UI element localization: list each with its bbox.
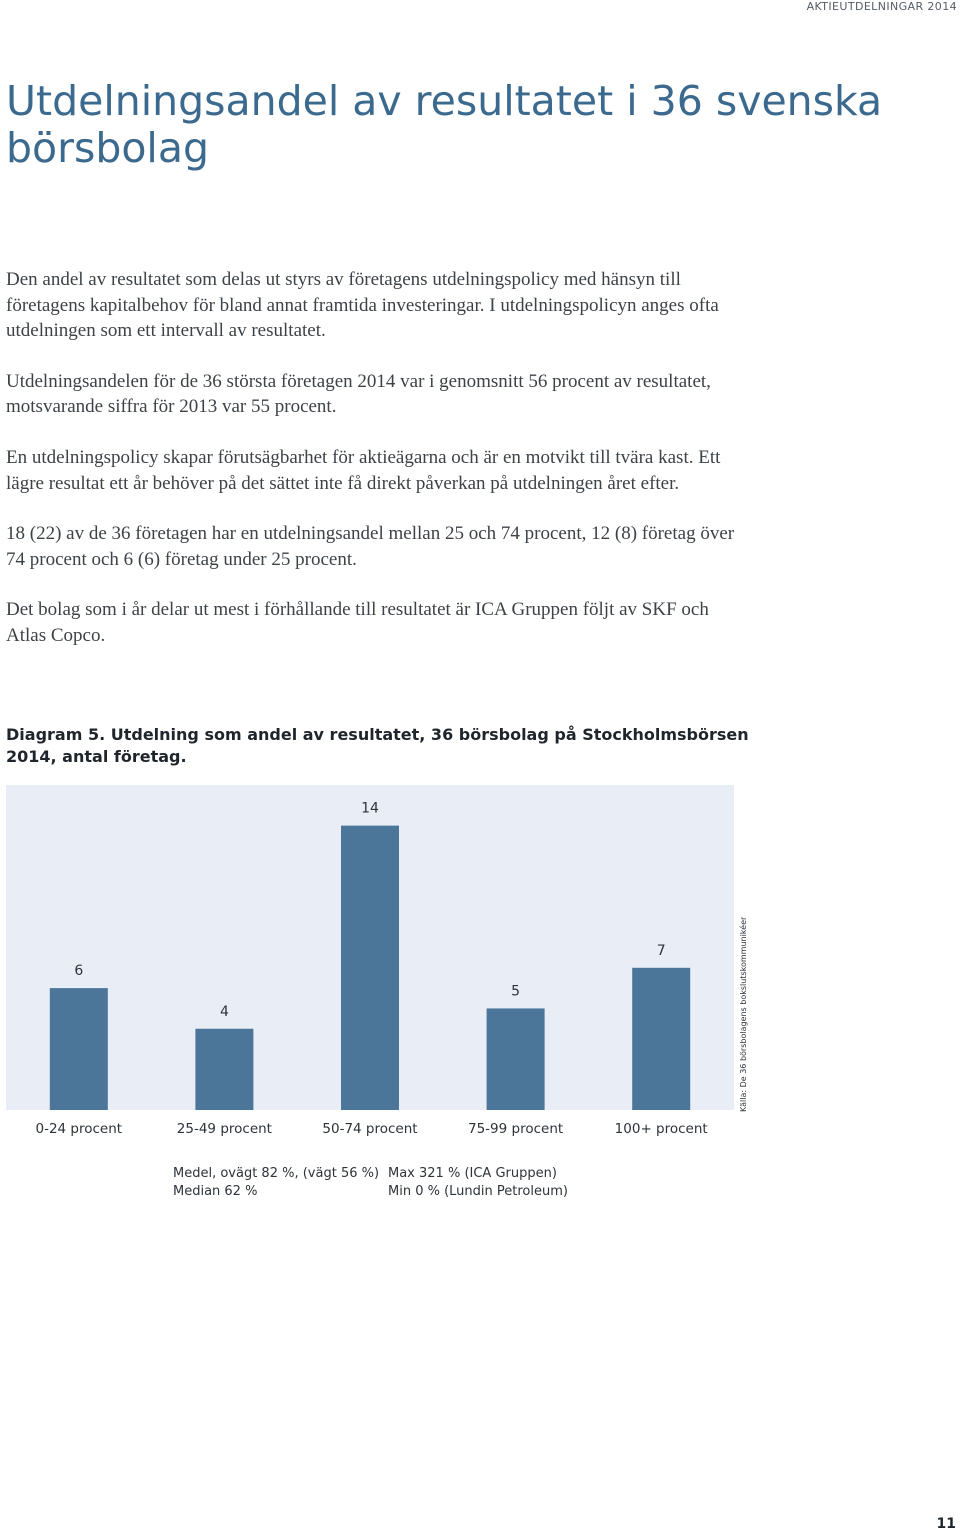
paragraph: Den andel av resultatet som delas ut styrs av företagens utdelningspolicy med hänsyn till företagens kapitalbehov för bland annat framtida investeringar. I utdelningspolicyn anges ofta utdelningen som ett intervall av resultatet. bbox=[6, 269, 719, 342]
source-note: Källa: De 36 börsbolagens bokslutskommunikéer bbox=[739, 916, 748, 1112]
bar-value-label: 7 bbox=[656, 942, 666, 959]
category-axis bbox=[6, 1112, 734, 1142]
bar-value-label: 4 bbox=[219, 1003, 229, 1020]
paragraph: Utdelningsandelen för de 36 största företagen 2014 var i genomsnitt 56 procent av resultatet, motsvarande siffra för 2013 var 55 procent. bbox=[6, 370, 711, 418]
category-label: 100+ procent bbox=[614, 1121, 708, 1137]
page-number: 11 bbox=[936, 1516, 956, 1532]
bar-3 bbox=[341, 826, 399, 1110]
bar-value-label: 5 bbox=[511, 983, 521, 1000]
category-label: 75-99 procent bbox=[468, 1121, 564, 1137]
chart-plot-area bbox=[6, 785, 734, 1110]
bar-value-label: 14 bbox=[361, 800, 379, 817]
bar-5 bbox=[632, 968, 690, 1110]
bar-4 bbox=[487, 1008, 545, 1110]
paragraph: 18 (22) av de 36 företagen har en utdelningsandel mellan 25 och 74 procent, 12 (8) företag över 74 procent och 6 (6) företag under 25 procent. bbox=[6, 523, 735, 570]
bar-2 bbox=[195, 1029, 253, 1110]
category-label: 0-24 procent bbox=[35, 1121, 123, 1137]
stats-median: Median 62 % bbox=[173, 1184, 258, 1199]
stats-mean: Medel, ovägt 82 %, (vägt 56 %) bbox=[173, 1166, 380, 1181]
stats-min: Min 0 % (Lundin Petroleum) bbox=[388, 1184, 568, 1199]
page-title: Utdelningsandel av resultatet i 36 svenska börsbolag bbox=[6, 77, 883, 172]
diagram-caption: Diagram 5. Utdelning som andel av resultatet, 36 börsbolag på Stockholmsbörsen 2014, antal företag. bbox=[6, 725, 749, 766]
bar-chart bbox=[6, 785, 734, 1110]
running-header: AKTIEUTDELNINGAR 2014 bbox=[806, 0, 957, 13]
paragraph: Det bolag som i år delar ut mest i förhållande till resultatet är ICA Gruppen följt av SKF och Atlas Copco. bbox=[6, 599, 709, 646]
body-text bbox=[6, 267, 746, 674]
category-label: 50-74 procent bbox=[322, 1121, 418, 1137]
bar-1 bbox=[50, 988, 108, 1110]
stats-max-min bbox=[388, 1165, 568, 1201]
paragraph: En utdelningspolicy skapar förutsägbarhet för aktieägarna och är en motvikt till tvära kast. Ett lägre resultat ett år behöver på det sättet inte få direkt påverkan på utdelningen året efter. bbox=[6, 446, 721, 494]
bar-value-label: 6 bbox=[74, 963, 84, 980]
category-label: 25-49 procent bbox=[176, 1121, 272, 1137]
stats-max: Max 321 % (ICA Gruppen) bbox=[388, 1166, 557, 1181]
stats-mean-median bbox=[173, 1165, 379, 1201]
